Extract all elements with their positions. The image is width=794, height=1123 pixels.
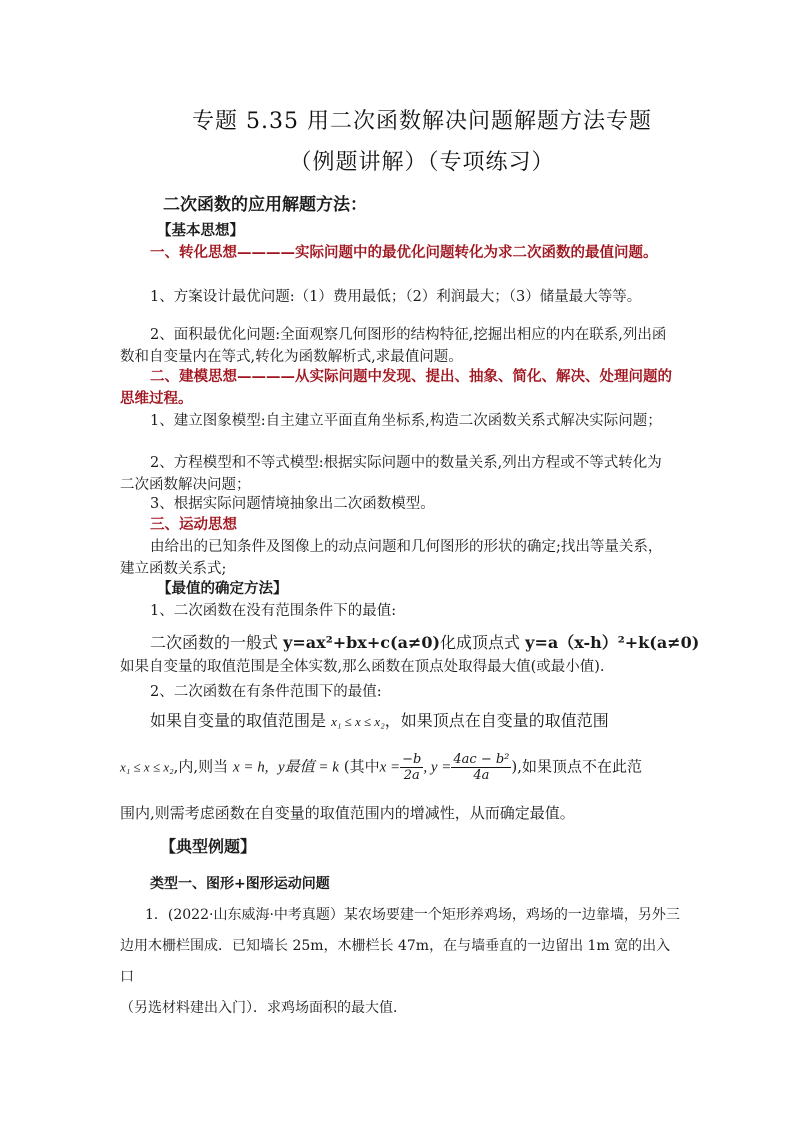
- idea2-item2: 2、方程模型和不等式模型:根据实际问题中的数量关系,列出方程或不等式转化为二次函数解决问题；: [120, 455, 662, 493]
- idea1-item1: 1、方案设计最优问题:（1）费用最低；（2）利润最大；（3）储量最大等等。: [150, 289, 642, 305]
- y-eq: , y =: [423, 759, 452, 776]
- y-max-expr: y最值 = k: [278, 759, 339, 776]
- ext1-text: 如果自变量的取值范围是全体实数,那么函数在顶点处取得最大值(或最小值).: [120, 659, 605, 675]
- x-fraction-num: −b: [402, 752, 422, 767]
- ext2-heading: 2、二次函数在有条件范围下的最值:: [150, 684, 382, 700]
- y-fraction: [451, 752, 511, 783]
- ext1-formula-prefix: 二次函数的一般式: [150, 633, 284, 652]
- ext2-line2: [120, 752, 642, 783]
- x-equals-h: x = h,: [232, 759, 269, 776]
- idea1-heading: 一、转化思想————实际问题中的最优化问题转化为求二次函数的最值问题。: [150, 244, 658, 261]
- ext1-formula-mid: 化成顶点式: [440, 633, 526, 652]
- idea1-item2: 2、面积最优化问题:全面观察几何图形的结构特征,挖掘出相应的内在联系,列出函数和自变量内在等式,转化为函数解析式,求最值问题。: [120, 327, 667, 365]
- section-heading: 二次函数的应用解题方法：: [163, 195, 367, 215]
- y-fraction-num: 4ac − b²: [453, 752, 510, 767]
- range-expr-2: x₁ ≤ x ≤ x₂: [120, 759, 174, 775]
- x-eq: x =: [379, 759, 401, 776]
- ext2-line3: 围内,则需考虑函数在自变量的取值范围内的增减性，从而确定最值。: [120, 804, 575, 822]
- ext1-heading: 1、二次函数在没有范围条件下的最值:: [150, 603, 397, 619]
- x-fraction: [400, 752, 423, 783]
- idea2-heading: 二、建模思想————从实际问题中发现、提出、抽象、简化、解决、处理问题的思维过程。: [120, 368, 672, 407]
- ext2-line2-b: (其中: [343, 757, 380, 776]
- idea2-item1: 1、建立图象模型:自主建立平面直角坐标系,构造二次函数关系式解决实际问题；: [150, 413, 662, 429]
- q1-line2: 边用木栅栏围成．已知墙长 25m，木栅栏长 47m，在与墙垂直的一边留出 1m 宽的出入口: [120, 938, 671, 985]
- q1-line1: 1．(2022·山东威海·中考真题）某农场要建一个矩形养鸡场，鸡场的一边靠墙，另外三: [145, 907, 680, 923]
- page-subtitle: （例题讲解）（专项练习）: [289, 150, 555, 175]
- ext2-line1-b: ，如果顶点在自变量的取值范围: [384, 711, 609, 730]
- range-expr: x₁ ≤ x ≤ x₂: [331, 714, 385, 729]
- type1-heading: 类型一、图形+图形运动问题: [150, 876, 330, 892]
- idea3-heading: 三、运动思想: [150, 516, 237, 533]
- basic-idea-tag: 【基本思想】: [157, 222, 244, 239]
- ext2-line2-c: ),如果顶点不在此范: [511, 757, 643, 776]
- vertex-form: y=a（x-h）²+k(a≠0): [525, 633, 700, 652]
- extreme-method-tag: 【最值的确定方法】: [157, 580, 288, 597]
- examples-tag: 【典型例题】: [160, 837, 257, 856]
- ext1-formula: [150, 630, 699, 653]
- ext2-line1: [150, 708, 609, 731]
- question-1: [120, 900, 680, 1024]
- general-form: y=ax²+bx+c(a≠0): [283, 633, 441, 652]
- ext2-line2-a: ,内,则当: [173, 757, 233, 776]
- ext2-line1-a: 如果自变量的取值范围是: [150, 711, 332, 730]
- idea3-text: 由给出的已知条件及图像上的动点问题和几何图形的形状的确定;找出等量关系，建立函数关系式;: [120, 539, 663, 577]
- page-title: 专题 5.35 用二次函数解决问题解题方法专题: [192, 109, 652, 134]
- y-fraction-den: 4a: [473, 768, 490, 783]
- x-fraction-den: 2a: [403, 768, 420, 783]
- q1-line3: （另选材料建出入门）．求鸡场面积的最大值．: [120, 1000, 407, 1016]
- idea2-item3: 3、根据实际问题情境抽象出二次函数模型。: [150, 496, 435, 512]
